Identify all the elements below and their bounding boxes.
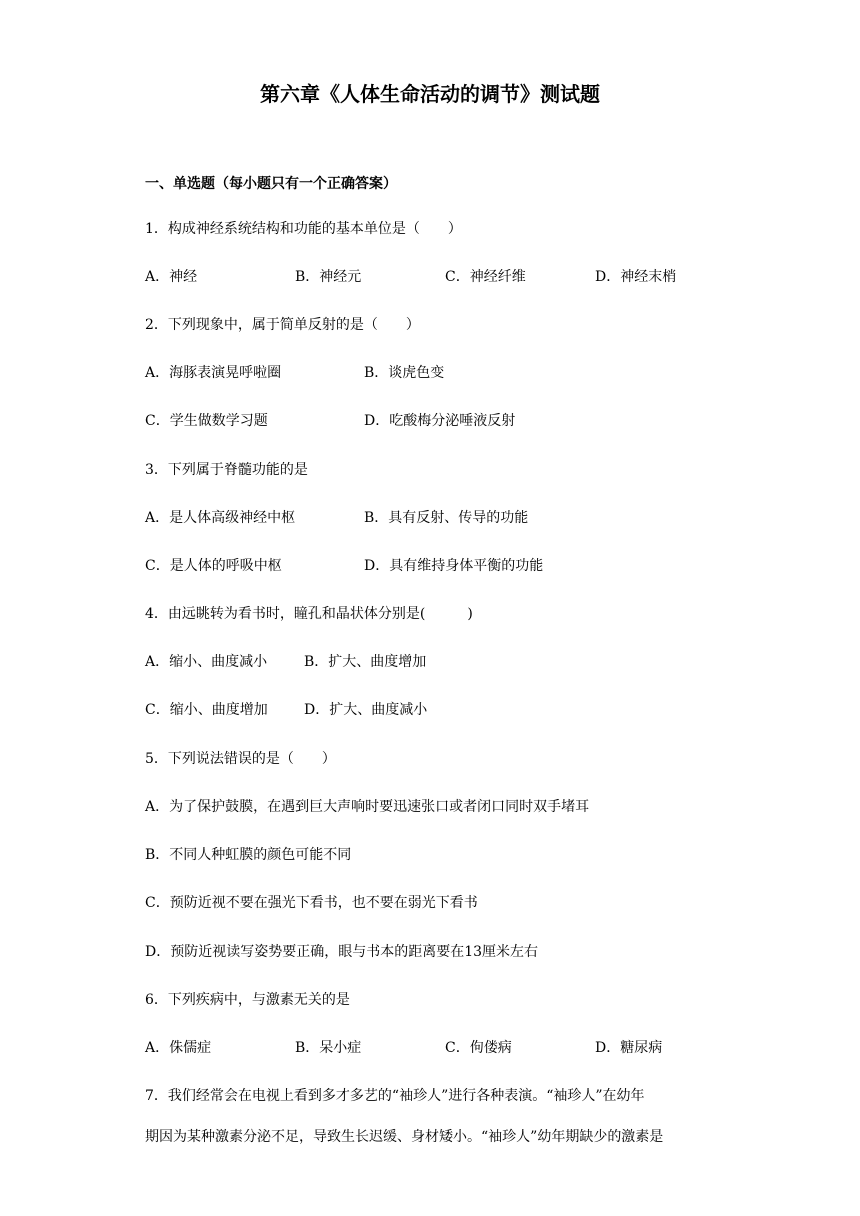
question-1-option-a: A．神经 <box>145 269 198 285</box>
question-6-option-a: A．侏儒症 <box>145 1040 212 1056</box>
question-3-option-d: D．具有维持身体平衡的功能 <box>364 558 544 574</box>
question-6-stem: 6．下列疾病中，与激素无关的是 <box>145 992 350 1008</box>
question-3-option-b: B．具有反射、传导的功能 <box>364 510 529 526</box>
question-2-option-b: B．谈虎色变 <box>364 365 445 381</box>
question-1-option-b: B．神经元 <box>295 269 362 285</box>
question-5-option-a: A．为了保护鼓膜，在遇到巨大声响时要迅速张口或者闭口同时双手堵耳 <box>145 799 590 815</box>
question-1-option-d: D．神经末梢 <box>595 269 677 285</box>
question-4-option-b: B．扩大、曲度增加 <box>304 654 427 670</box>
question-3-option-a: A．是人体高级神经中枢 <box>145 510 296 526</box>
question-5-option-d: D．预防近视读写姿势要正确，眼与书本的距离要在13厘米左右 <box>145 944 539 960</box>
question-5-option-c: C．预防近视不要在强光下看书，也不要在弱光下看书 <box>145 895 478 911</box>
question-4-option-a: A．缩小、曲度减小 <box>145 654 268 670</box>
page-title: 第六章《人体生命活动的调节》测试题 <box>260 82 600 106</box>
question-4-stem: 4．由远眺转为看书时，瞳孔和晶状体分别是( ) <box>145 606 473 622</box>
question-2-stem: 2．下列现象中，属于简单反射的是（ ） <box>145 317 420 333</box>
question-7-stem-line-2: 期因为某种激素分泌不足，导致生长迟缓、身材矮小。“袖珍人”幼年期缺少的激素是 <box>145 1129 664 1145</box>
question-4-option-d: D．扩大、曲度减小 <box>304 702 428 718</box>
question-6-option-c: C．佝偻病 <box>445 1040 512 1056</box>
question-2-option-d: D．吃酸梅分泌唾液反射 <box>364 413 516 429</box>
question-2-option-c: C．学生做数学习题 <box>145 413 268 429</box>
question-1-option-c: C．神经纤维 <box>445 269 526 285</box>
question-7-stem-line-1: 7．我们经常会在电视上看到多才多艺的“袖珍人”进行各种表演。“袖珍人”在幼年 <box>145 1088 645 1104</box>
question-3-option-c: C．是人体的呼吸中枢 <box>145 558 282 574</box>
question-6-option-d: D．糖尿病 <box>595 1040 663 1056</box>
question-1-stem: 1．构成神经系统结构和功能的基本单位是（ ） <box>145 221 462 237</box>
question-6-option-b: B．呆小症 <box>295 1040 362 1056</box>
question-4-option-c: C．缩小、曲度增加 <box>145 702 268 718</box>
question-3-stem: 3．下列属于脊髓功能的是 <box>145 462 308 478</box>
question-5-option-b: B．不同人种虹膜的颜色可能不同 <box>145 847 352 863</box>
question-5-stem: 5．下列说法错误的是（ ） <box>145 751 336 767</box>
question-2-option-a: A．海豚表演晃呼啦圈 <box>145 365 282 381</box>
section-heading: 一、单选题（每小题只有一个正确答案） <box>145 176 397 192</box>
